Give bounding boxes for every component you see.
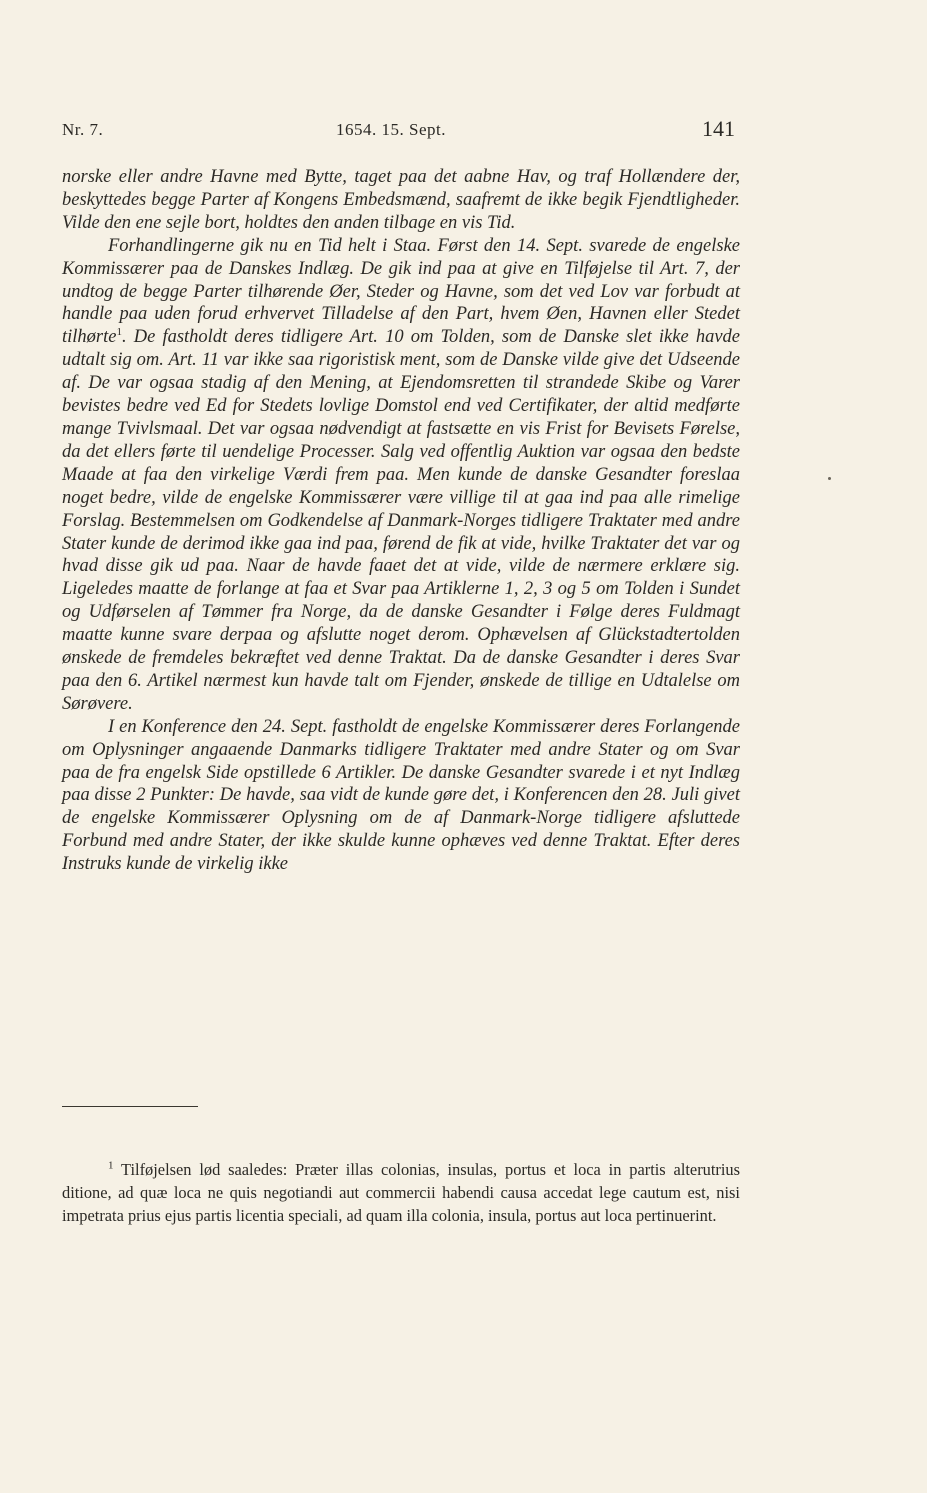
paper-speck <box>828 477 831 480</box>
page-number: 141 <box>702 116 735 141</box>
footnote-reference: 1 <box>116 326 122 339</box>
paragraph-continuation: norske eller andre Havne med Bytte, taget paa det aabne Hav, og traf Hollændere der, beskyttedes begge Parter af Kongens Embedsmænd, saafremt de ikke begik Fjendtligheder. Vilde den ene sejle bort, holdtes den anden tilbage en vis Tid. <box>62 167 740 233</box>
paragraph <box>62 235 740 716</box>
running-header <box>62 116 737 146</box>
paragraph-text: Forhandlingerne gik nu en Tid helt i Staa. Først den 14. Sept. svarede de engelske Kommissærer paa de Danskes Indlæg. De gik ind paa at give en Tilføjelse til Art. 7, der undtog de begge Parter tilhørende Øer, Steder og Havne, som det ved Lov var forbudt at handle paa uden forud erhvervet Tilladelse af den Part, hvem Øen, Havnen eller Stedet tilhørte <box>62 235 740 348</box>
footnote <box>62 1158 740 1227</box>
footnote-mark: 1 <box>108 1159 114 1172</box>
footnote-text: Tilføjelsen lød saaledes: Præter illas colonias, insulas, portus et loca in partis alterutrius ditione, ad quæ loca ne quis negotiandi aut commercii habendi causa accedat lege cautum est, nisi impetrata prius ejus partis licentia speciali, ad quam illa colonia, insula, portus aut loca pertinuerint. <box>62 1160 740 1225</box>
paragraph: I en Konference den 24. Sept. fastholdt de engelske Kommissærer deres Forlangende om Oplysninger angaaende Danmarks tidligere Traktater med andre Stater og om Svar paa de fra engelsk Side opstillede 6 Artikler. De danske Gesandter svarede i et nyt Indlæg paa disse 2 Punkter: De havde, saa vidt de kunde gøre det, i Konferencen den 28. Juli givet de engelske Kommissærer Oplysning om de af Danmark-Norge tidligere afsluttede Forbund med andre Stater, der ikke skulde kunne ophæves ved denne Traktat. Efter deres Instruks kunde de virkelig ikke <box>62 716 740 875</box>
header-date: 1654. 15. Sept. <box>336 120 446 139</box>
chapter-number: Nr. 7. <box>62 120 104 139</box>
footnote-divider <box>62 1106 198 1107</box>
paragraph-text: . De fastholdt deres tidligere Art. 10 om Tolden, som de Danske slet ikke havde udtalt sig om. Art. 11 var ikke saa rigoristisk ment, som de Danske vilde give det Udseende af. De var ogsaa stadig af den Mening, at Ejendomsretten til strandede Skibe og Varer bevistes bedre ved Ed for Stedets lovlige Domstol end ved Certifikater, der altid medførte mange Tvivlsmaal. Det var ogsaa nødvendigt at fastsætte en vis Frist for Bevisets Førelse, da det ellers førte til uendelige Processer. Salg ved offentlig Auktion var ogsaa den bedste Maade at faa den virkelige Værdi frem paa. Men kunde de danske Gesandter foreslaa noget bedre, vilde de engelske Kommissærer være villige til at gaa ind paa alle rimelige Forslag. Bestemmelsen om Godkendelse af Danmark-Norges tidligere Traktater med andre Stater kunde de derimod ikke gaa ind paa, førend de fik at vide, hvilke Traktater det var og hvad disse gik ud paa. Naar de havde faaet det at vide, vilde de nærmere erklære sig. Ligeledes maatte de forlange at faa et Svar paa Artiklerne 1, 2, 3 og 5 om Tolden i Sundet og Udførselen af Tømmer fra Norge, da de danske Gesandter i Følge deres Fuldmagt maatte kunne svare derpaa og afslutte noget derom. Ophævelsen af Glückstadtertolden ønskede de fremdeles bekræftet ved denne Traktat. Da de danske Gesandter i deres Svar paa den 6. Artikel nærmest kun havde talt om Fjender, ønskede de tillige en Udtalelse om Sørøvere. <box>62 327 740 714</box>
main-text <box>62 166 740 876</box>
